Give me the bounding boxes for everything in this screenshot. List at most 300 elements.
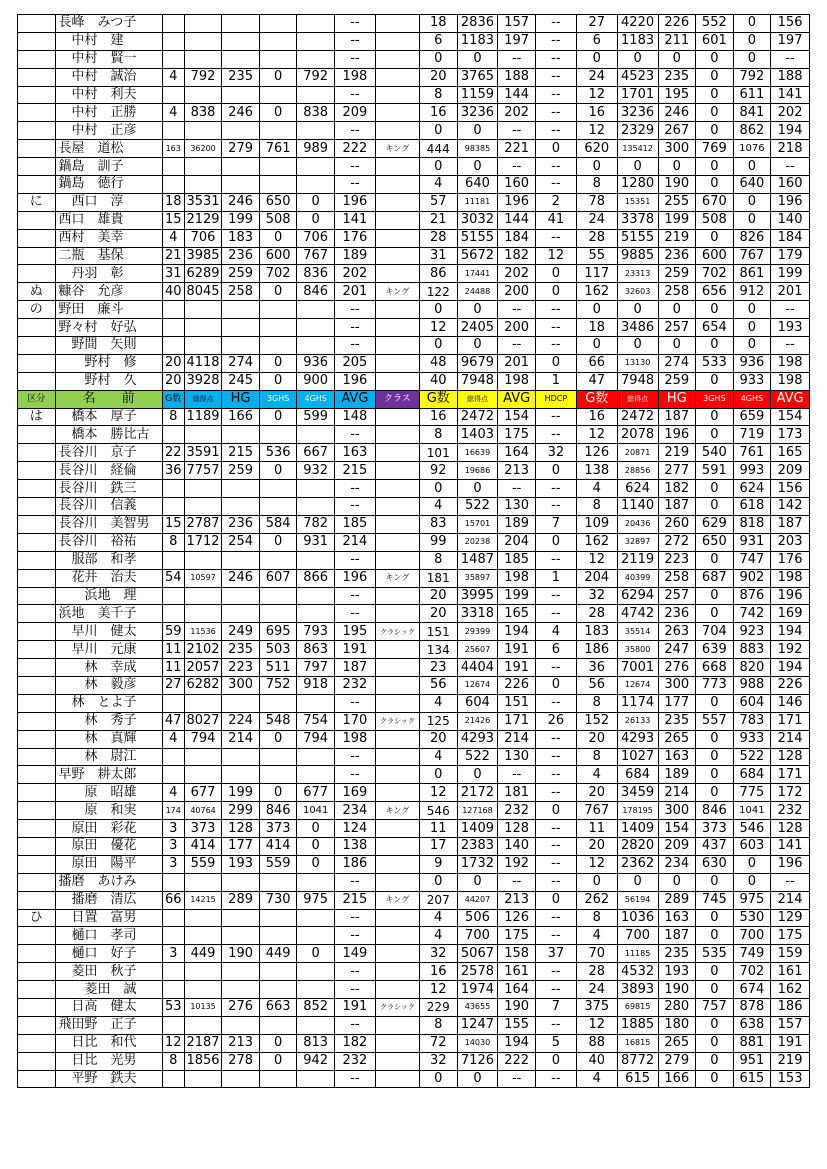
score-cell <box>222 1016 260 1034</box>
score-cell: 6289 <box>184 265 222 283</box>
score-cell: 0 <box>733 337 771 355</box>
score-cell <box>297 1016 335 1034</box>
table-row <box>18 730 810 748</box>
score-cell <box>184 873 222 891</box>
score-cell: 700 <box>617 927 658 945</box>
table-row <box>18 1052 810 1070</box>
score-cell: 18 <box>576 319 617 337</box>
kana-group-cell <box>18 605 56 623</box>
score-cell <box>162 1070 184 1088</box>
score-cell: 158 <box>498 945 536 963</box>
score-cell: 209 <box>771 462 810 480</box>
score-cell: 0 <box>259 1034 297 1052</box>
score-cell: 213 <box>222 1034 260 1052</box>
table-row <box>18 945 810 963</box>
score-cell: 782 <box>297 515 335 533</box>
table-row <box>18 462 810 480</box>
table-row <box>18 659 810 677</box>
score-cell: -- <box>498 122 536 140</box>
score-cell: 0 <box>457 873 498 891</box>
score-cell: 196 <box>658 426 696 444</box>
score-cell: 12 <box>535 247 576 265</box>
score-cell: 3 <box>162 837 184 855</box>
score-cell: 0 <box>297 945 335 963</box>
score-cell: 0 <box>259 283 297 301</box>
score-cell: 44207 <box>457 891 498 909</box>
score-cell: 35800 <box>617 641 658 659</box>
score-cell: 3 <box>162 820 184 838</box>
score-cell <box>162 122 184 140</box>
kana-group-cell <box>18 623 56 641</box>
score-cell <box>162 587 184 605</box>
score-cell <box>297 319 335 337</box>
kana-group-cell <box>18 515 56 533</box>
score-cell: 0 <box>658 50 696 68</box>
score-cell: 615 <box>617 1070 658 1088</box>
score-cell <box>375 1016 419 1034</box>
score-cell: 4 <box>162 229 184 247</box>
score-cell: 214 <box>771 891 810 909</box>
score-cell: -- <box>334 1016 375 1034</box>
score-cell <box>297 963 335 981</box>
kana-group-cell: は <box>18 408 56 426</box>
score-cell: 140 <box>498 837 536 855</box>
score-cell: 40399 <box>617 569 658 587</box>
score-cell: -- <box>535 32 576 50</box>
kana-group-cell <box>18 820 56 838</box>
player-name-cell: 長谷川 信義 <box>55 498 162 516</box>
score-cell: 164 <box>498 981 536 999</box>
player-name-cell: 糠谷 允彦 <box>55 283 162 301</box>
score-cell <box>259 927 297 945</box>
score-cell: 257 <box>658 587 696 605</box>
score-cell: 373 <box>184 820 222 838</box>
score-cell: 629 <box>696 515 734 533</box>
score-cell: -- <box>334 909 375 927</box>
score-cell: 522 <box>457 748 498 766</box>
score-cell: 820 <box>733 659 771 677</box>
score-cell <box>375 659 419 677</box>
score-cell: 197 <box>498 32 536 50</box>
score-cell: -- <box>334 927 375 945</box>
score-cell: 226 <box>498 676 536 694</box>
score-cell: -- <box>334 15 375 33</box>
score-cell: 620 <box>576 140 617 158</box>
player-name-cell: 原田 彩花 <box>55 820 162 838</box>
score-cell: 8027 <box>184 712 222 730</box>
score-cell: 117 <box>576 265 617 283</box>
score-cell: -- <box>334 748 375 766</box>
score-cell: 186 <box>771 998 810 1016</box>
kana-group-cell <box>18 1016 56 1034</box>
score-cell <box>375 1052 419 1070</box>
table-row <box>18 68 810 86</box>
score-cell <box>297 15 335 33</box>
score-cell: 604 <box>733 694 771 712</box>
kana-group-cell <box>18 86 56 104</box>
score-cell: 194 <box>771 659 810 677</box>
score-cell: 677 <box>297 784 335 802</box>
score-cell: 1280 <box>617 176 658 194</box>
player-name-cell: 橋本 勝比古 <box>55 426 162 444</box>
score-cell <box>375 50 419 68</box>
score-cell: 223 <box>658 551 696 569</box>
score-cell: 203 <box>771 533 810 551</box>
score-cell: -- <box>771 158 810 176</box>
score-cell: 146 <box>771 694 810 712</box>
kana-group-cell <box>18 676 56 694</box>
score-cell: -- <box>535 480 576 498</box>
score-cell: 4 <box>419 909 457 927</box>
score-cell: 0 <box>457 1070 498 1088</box>
score-cell: -- <box>535 981 576 999</box>
score-cell: 767 <box>733 247 771 265</box>
score-cell: 246 <box>222 193 260 211</box>
score-cell: -- <box>498 766 536 784</box>
score-cell: 226 <box>658 15 696 33</box>
score-cell: 1189 <box>184 408 222 426</box>
score-cell <box>184 32 222 50</box>
score-cell: 0 <box>733 873 771 891</box>
score-cell: 841 <box>733 104 771 122</box>
score-cell <box>297 337 335 355</box>
score-cell: 166 <box>222 408 260 426</box>
score-cell <box>375 104 419 122</box>
table-row <box>18 766 810 784</box>
score-cell: 4 <box>576 1070 617 1088</box>
score-cell <box>222 927 260 945</box>
score-cell: 373 <box>696 820 734 838</box>
score-cell <box>375 837 419 855</box>
score-cell <box>375 444 419 462</box>
score-cell: 299 <box>222 802 260 820</box>
score-cell: 195 <box>658 86 696 104</box>
score-cell: -- <box>535 1070 576 1088</box>
score-cell: 0 <box>259 104 297 122</box>
score-cell <box>375 354 419 372</box>
score-cell: 175 <box>498 927 536 945</box>
score-cell: 194 <box>771 122 810 140</box>
kana-group-cell <box>18 444 56 462</box>
score-cell <box>259 587 297 605</box>
player-name-cell: 中村 賢一 <box>55 50 162 68</box>
score-cell: -- <box>535 748 576 766</box>
score-cell: 11 <box>162 659 184 677</box>
score-cell: 56 <box>419 676 457 694</box>
score-cell: 289 <box>222 891 260 909</box>
score-cell: 0 <box>419 337 457 355</box>
score-cell <box>297 426 335 444</box>
header-col: HG <box>222 390 260 408</box>
table-row <box>18 891 810 909</box>
kana-group-cell <box>18 104 56 122</box>
score-cell: 663 <box>259 998 297 1016</box>
score-cell: 161 <box>771 963 810 981</box>
score-cell: 0 <box>259 68 297 86</box>
player-name-cell: 中村 建 <box>55 32 162 50</box>
player-name-cell: 樋口 孝司 <box>55 927 162 945</box>
score-cell <box>375 927 419 945</box>
score-cell: -- <box>498 50 536 68</box>
score-cell: 931 <box>297 533 335 551</box>
score-cell: 199 <box>658 211 696 229</box>
score-cell <box>375 587 419 605</box>
score-cell: 187 <box>771 515 810 533</box>
score-cell <box>375 820 419 838</box>
score-cell: 650 <box>696 533 734 551</box>
score-cell <box>259 766 297 784</box>
score-cell: -- <box>535 963 576 981</box>
score-cell: 35897 <box>457 569 498 587</box>
score-cell: 988 <box>733 676 771 694</box>
score-cell <box>162 32 184 50</box>
score-cell: 276 <box>658 659 696 677</box>
score-cell: 47 <box>576 372 617 390</box>
score-cell: 214 <box>658 784 696 802</box>
score-cell: 5 <box>535 1034 576 1052</box>
score-cell: 125 <box>419 712 457 730</box>
score-cell: 262 <box>576 891 617 909</box>
score-cell: 165 <box>771 444 810 462</box>
player-name-cell: 丹羽 彰 <box>55 265 162 283</box>
score-cell: 876 <box>733 587 771 605</box>
score-cell: 190 <box>658 176 696 194</box>
score-cell <box>162 981 184 999</box>
score-cell: -- <box>334 873 375 891</box>
score-cell: 232 <box>334 1052 375 1070</box>
score-cell: 280 <box>658 998 696 1016</box>
score-cell <box>259 498 297 516</box>
score-cell <box>162 551 184 569</box>
header-kubun: 区分 <box>18 390 56 408</box>
player-name-cell: 長谷川 経倫 <box>55 462 162 480</box>
kana-group-cell <box>18 891 56 909</box>
table-row <box>18 50 810 68</box>
score-cell: 611 <box>733 86 771 104</box>
score-cell: 20 <box>419 730 457 748</box>
score-cell: 182 <box>334 1034 375 1052</box>
score-cell: キング <box>375 569 419 587</box>
score-cell <box>184 122 222 140</box>
score-cell: 4 <box>162 68 184 86</box>
score-cell: 522 <box>733 748 771 766</box>
score-cell <box>375 963 419 981</box>
score-cell: 37 <box>535 945 576 963</box>
kana-group-cell <box>18 873 56 891</box>
score-cell: 0 <box>259 372 297 390</box>
table-row <box>18 998 810 1016</box>
table-row <box>18 981 810 999</box>
player-name-cell: 原田 優花 <box>55 837 162 855</box>
score-cell: 189 <box>498 515 536 533</box>
score-cell: 180 <box>658 1016 696 1034</box>
score-cell <box>375 211 419 229</box>
score-cell: -- <box>535 766 576 784</box>
score-cell <box>259 748 297 766</box>
score-cell <box>162 337 184 355</box>
score-cell: 706 <box>184 229 222 247</box>
score-cell <box>222 301 260 319</box>
score-cell <box>375 498 419 516</box>
score-cell: 66 <box>576 354 617 372</box>
score-cell: 41 <box>535 211 576 229</box>
table-row <box>18 784 810 802</box>
score-cell: 193 <box>222 855 260 873</box>
score-cell <box>162 86 184 104</box>
score-cell: 674 <box>733 981 771 999</box>
score-cell: 213 <box>498 891 536 909</box>
score-cell: 274 <box>222 354 260 372</box>
score-cell: 128 <box>222 820 260 838</box>
kana-group-cell <box>18 354 56 372</box>
score-cell: -- <box>334 122 375 140</box>
score-cell: 24 <box>576 211 617 229</box>
table-row <box>18 122 810 140</box>
score-cell: 169 <box>334 784 375 802</box>
score-cell: -- <box>535 408 576 426</box>
player-name-cell: 日置 富男 <box>55 909 162 927</box>
score-cell: 40 <box>419 372 457 390</box>
score-cell <box>162 927 184 945</box>
score-cell: 272 <box>658 533 696 551</box>
score-cell <box>375 730 419 748</box>
score-cell <box>222 480 260 498</box>
score-cell: 936 <box>733 354 771 372</box>
score-cell: 36200 <box>184 140 222 158</box>
score-cell: 200 <box>498 319 536 337</box>
score-cell: 1076 <box>733 140 771 158</box>
score-cell: 0 <box>696 426 734 444</box>
kana-group-cell <box>18 211 56 229</box>
score-cell: 506 <box>457 909 498 927</box>
score-cell: 0 <box>733 193 771 211</box>
score-cell: 0 <box>576 301 617 319</box>
score-cell: 201 <box>334 283 375 301</box>
score-cell: 10135 <box>184 998 222 1016</box>
score-cell: 176 <box>771 551 810 569</box>
score-cell: 2787 <box>184 515 222 533</box>
score-cell: 300 <box>658 676 696 694</box>
score-cell: 166 <box>658 1070 696 1088</box>
score-cell: 8 <box>162 408 184 426</box>
score-cell: 1856 <box>184 1052 222 1070</box>
score-cell: 274 <box>658 354 696 372</box>
score-cell: 236 <box>658 605 696 623</box>
score-cell: 754 <box>297 712 335 730</box>
header-name: 名 前 <box>55 390 162 408</box>
score-cell: 0 <box>696 86 734 104</box>
score-cell: 923 <box>733 623 771 641</box>
header-col: 4GHS <box>297 390 335 408</box>
score-cell: 1885 <box>617 1016 658 1034</box>
table-row <box>18 533 810 551</box>
score-cell: 128 <box>771 748 810 766</box>
score-cell: 213 <box>498 462 536 480</box>
score-cell: 258 <box>658 283 696 301</box>
header-col: AVG <box>498 390 536 408</box>
score-cell: 552 <box>696 15 734 33</box>
score-cell: 3 <box>162 945 184 963</box>
score-cell <box>162 873 184 891</box>
score-cell: 0 <box>259 354 297 372</box>
score-cell: 199 <box>498 587 536 605</box>
score-cell: 28 <box>419 229 457 247</box>
score-cell: 0 <box>696 104 734 122</box>
score-cell: 12 <box>576 1016 617 1034</box>
header-col: HG <box>658 390 696 408</box>
table-row <box>18 229 810 247</box>
score-cell <box>375 229 419 247</box>
score-cell: 933 <box>733 372 771 390</box>
score-cell: 173 <box>771 426 810 444</box>
player-name-cell: 中村 利夫 <box>55 86 162 104</box>
score-cell: 20 <box>419 68 457 86</box>
score-cell: 4 <box>576 766 617 784</box>
score-cell: 69815 <box>617 998 658 1016</box>
score-cell <box>222 1070 260 1088</box>
score-cell: 199 <box>222 784 260 802</box>
score-cell: 27 <box>576 15 617 33</box>
score-cell: 157 <box>498 15 536 33</box>
score-cell: 604 <box>457 694 498 712</box>
score-cell: 535 <box>696 945 734 963</box>
score-cell: 0 <box>535 533 576 551</box>
score-cell: 0 <box>297 211 335 229</box>
kana-group-cell <box>18 319 56 337</box>
score-cell: 234 <box>658 855 696 873</box>
score-cell: 8 <box>419 1016 457 1034</box>
score-cell: 449 <box>184 945 222 963</box>
score-cell: -- <box>535 587 576 605</box>
score-cell <box>259 963 297 981</box>
score-cell: 4 <box>162 104 184 122</box>
score-cell: 215 <box>334 462 375 480</box>
score-cell: 761 <box>733 444 771 462</box>
score-cell: 20 <box>576 784 617 802</box>
kana-group-cell <box>18 802 56 820</box>
score-cell: -- <box>334 426 375 444</box>
score-cell: 3032 <box>457 211 498 229</box>
score-cell: -- <box>498 1070 536 1088</box>
score-cell <box>375 319 419 337</box>
score-cell: 792 <box>297 68 335 86</box>
score-cell: 55 <box>576 247 617 265</box>
score-cell: 862 <box>733 122 771 140</box>
score-cell <box>184 176 222 194</box>
score-cell <box>297 1070 335 1088</box>
score-cell: 215 <box>334 891 375 909</box>
header-col: AVG <box>771 390 810 408</box>
score-cell: 16 <box>576 408 617 426</box>
score-cell: 219 <box>658 229 696 247</box>
score-cell: 2472 <box>457 408 498 426</box>
score-cell: 0 <box>733 32 771 50</box>
score-cell: 215 <box>222 444 260 462</box>
score-cell: 700 <box>733 927 771 945</box>
score-cell: 163 <box>658 748 696 766</box>
score-cell <box>222 337 260 355</box>
score-cell: 201 <box>498 354 536 372</box>
score-cell <box>222 587 260 605</box>
score-cell: 730 <box>259 891 297 909</box>
score-cell: 26 <box>535 712 576 730</box>
score-cell: 444 <box>419 140 457 158</box>
score-cell: -- <box>535 229 576 247</box>
score-cell: 267 <box>658 122 696 140</box>
score-cell <box>375 408 419 426</box>
score-cell <box>375 32 419 50</box>
score-cell: 813 <box>297 1034 335 1052</box>
